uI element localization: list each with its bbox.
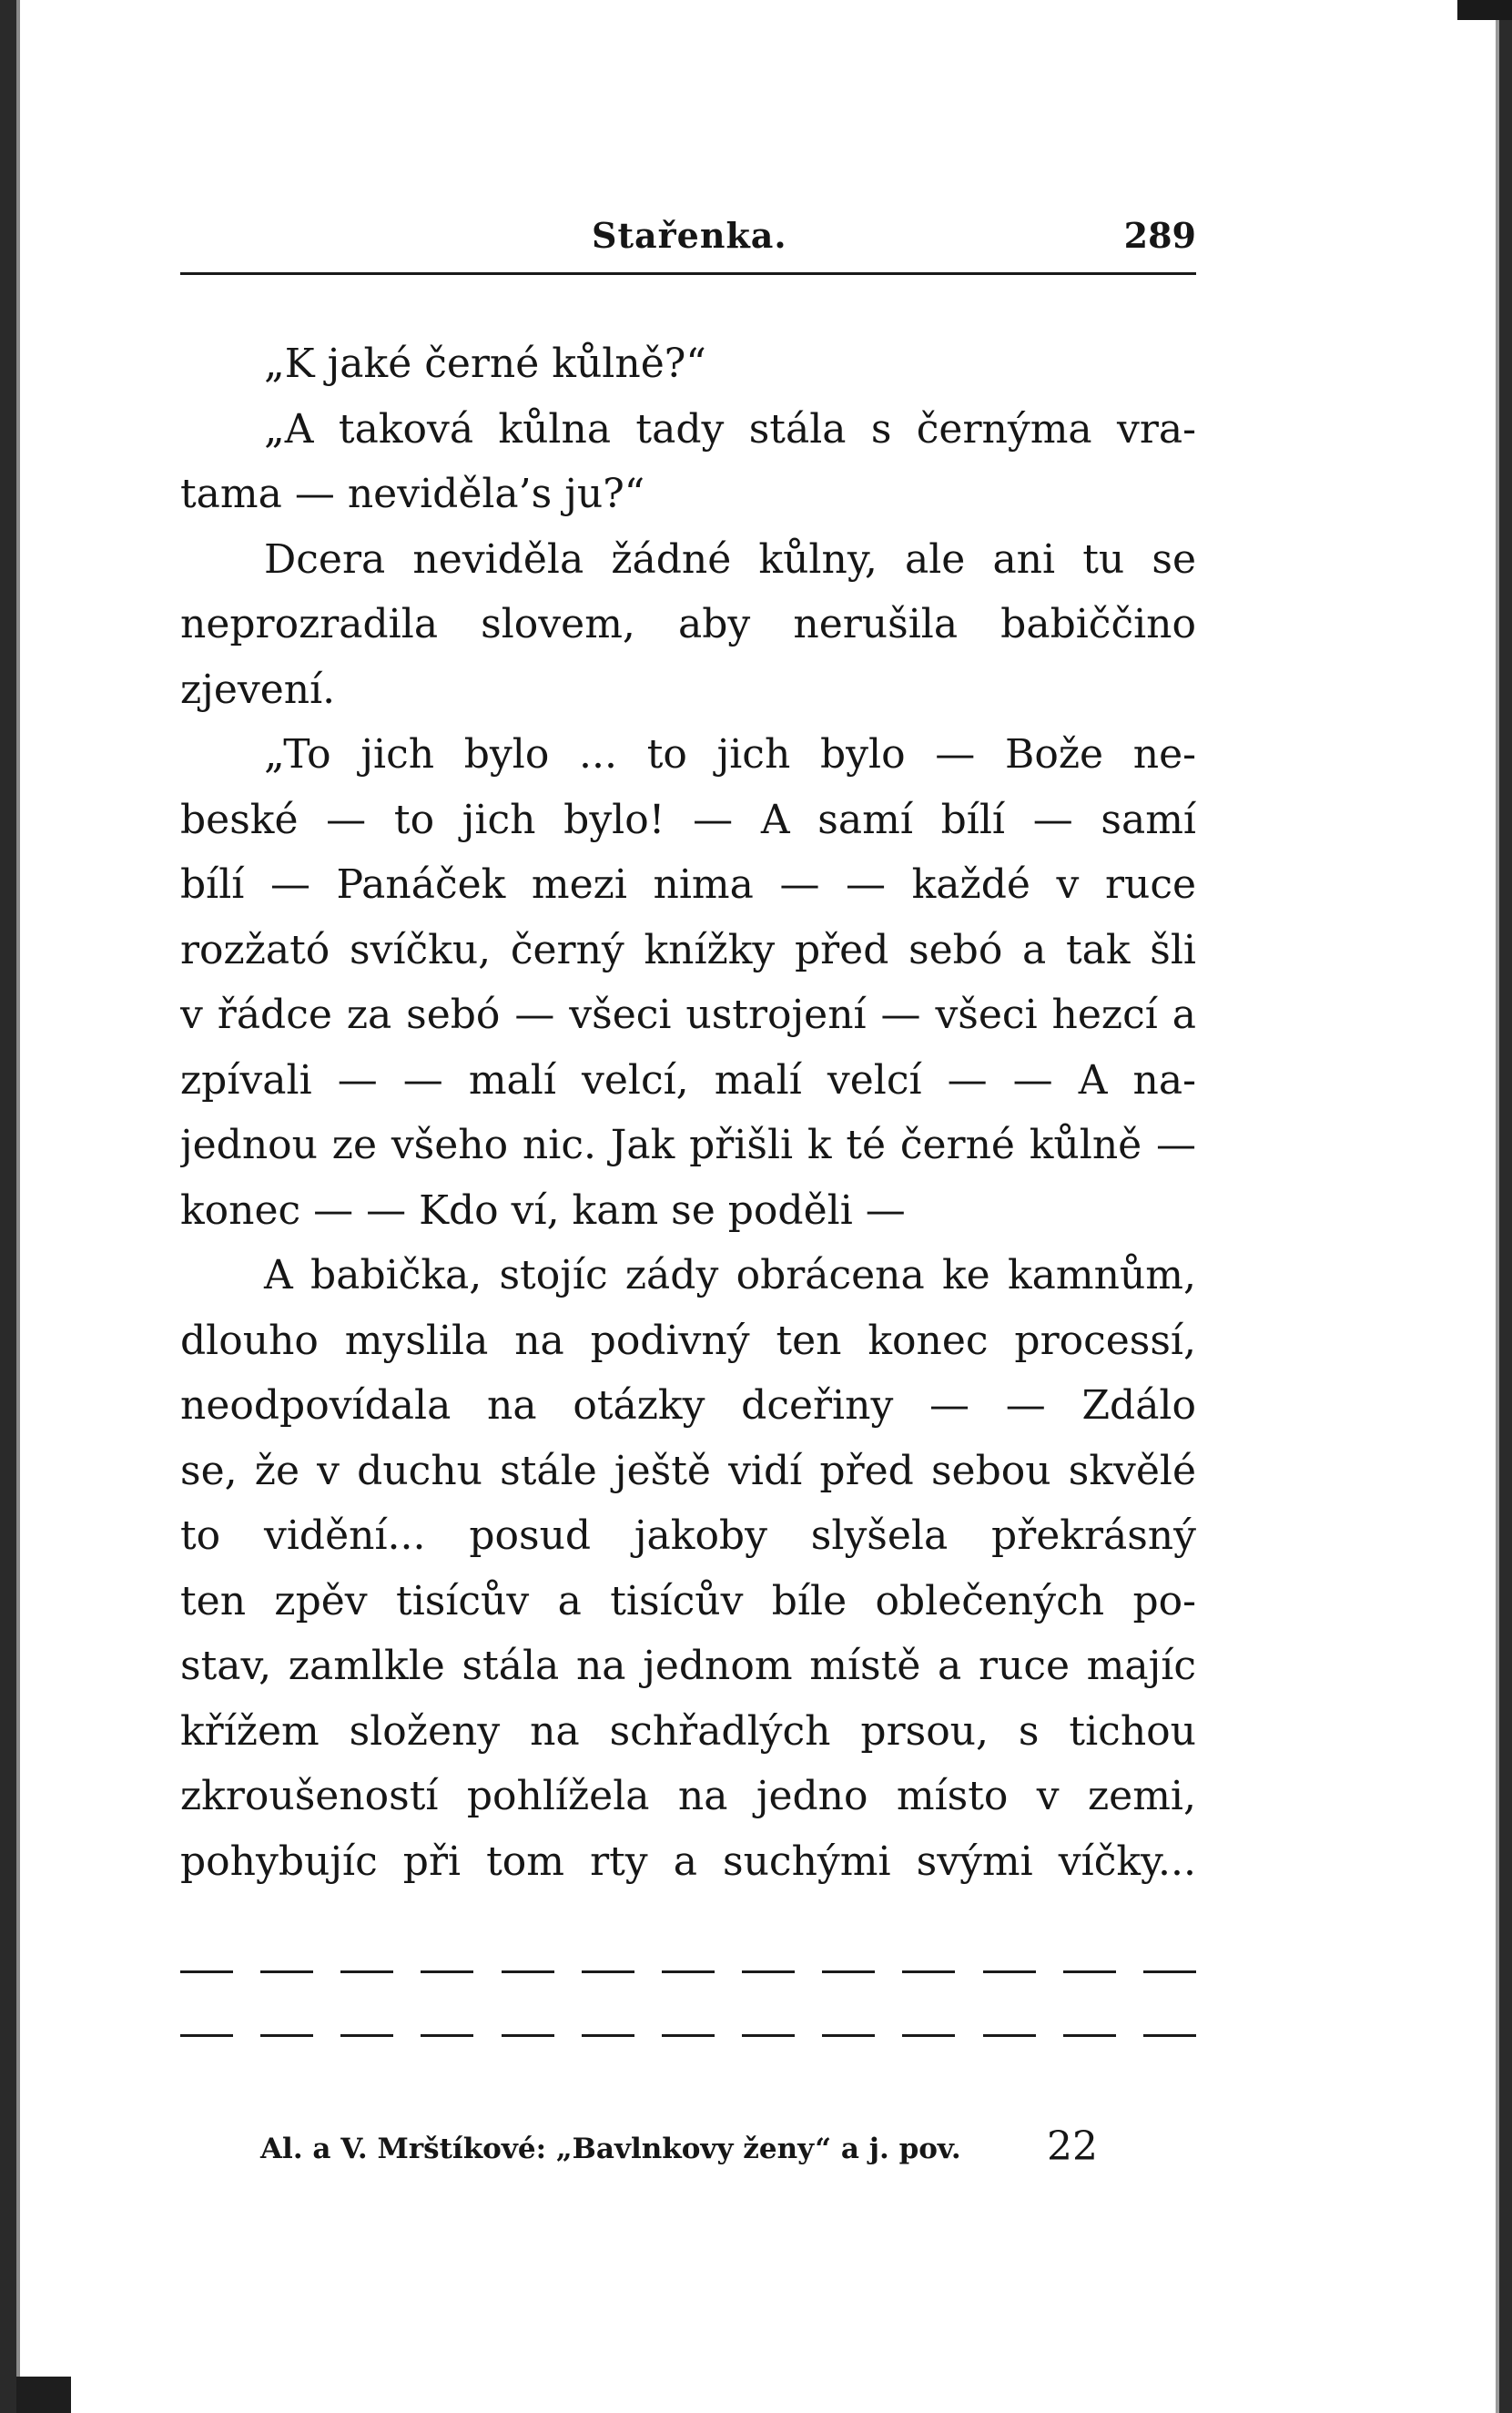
text-line: v řádce za sebó — všeci ustrojení — všeci hezcí a (180, 992, 1196, 1038)
section-dash-rows (180, 1940, 1196, 2067)
text-line: rozžató svíčku, černý knížky před sebó a tak šli (180, 926, 1196, 973)
text-line: pohybujíc při tom rty a suchými svými víčky... (180, 1838, 1196, 1885)
text-line: to vidění... posud jakoby slyšela překrásný (180, 1512, 1196, 1559)
scan-edge-left (0, 0, 16, 2413)
scan-edge-top-right (1457, 0, 1512, 20)
text-line: zpívali — — malí velcí, malí velcí — — A na- (180, 1056, 1196, 1104)
page-footer (260, 2122, 1098, 2176)
text-line: ten zpěv tisícův a tisícův bíle oblečených po- (180, 1577, 1196, 1624)
dash-row (180, 1940, 1196, 2003)
running-title: Stařenka. (592, 215, 787, 256)
text-line: A babička, stojíc zády obrácena ke kamnům, (264, 1252, 1196, 1298)
text-line: „A taková kůlna tady stála s černýma vra- (264, 405, 1196, 453)
dash-row (180, 2003, 1196, 2067)
sheet-number: 22 (1047, 2123, 1098, 2170)
page-header (180, 208, 1196, 271)
text-line: „To jich bylo ... to jich bylo — Bože ne- (264, 731, 1196, 778)
text-line: tama — neviděla’s ju?“ (180, 471, 645, 517)
scan-edge-bottom-left (16, 2377, 71, 2413)
text-line: neprozradila slovem, aby nerušila babiččino (180, 601, 1196, 647)
scan-edge-left-shadow (16, 0, 20, 2413)
text-line: se, že v duchu stále ještě vidí před sebou skvělé (180, 1447, 1196, 1494)
text-line: bílí — Panáček mezi nima — — každé v ruce (180, 861, 1196, 908)
text-line: Dcera neviděla žádné kůlny, ale ani tu se (264, 535, 1196, 583)
body-text (180, 331, 1196, 1894)
header-rule (180, 272, 1196, 275)
page-number: 289 (1123, 215, 1196, 256)
text-line: křížem složeny na schřadlých prsou, s tichou (180, 1707, 1196, 1755)
text-line: „K jaké černé kůlně?“ (264, 341, 706, 387)
text-line: jednou ze všeho nic. Jak přišli k té černé kůlně — (180, 1122, 1196, 1168)
text-line: beské — to jich bylo! — A samí bílí — samí (180, 796, 1196, 843)
text-line: zjevení. (180, 666, 336, 713)
scan-edge-right-shadow (1496, 0, 1499, 2413)
scan-edge-right (1499, 0, 1512, 2413)
signature-line: Al. a V. Mrštíkové: „Bavlnkovy ženy“ a j. pov. (260, 2133, 961, 2165)
text-line: konec — — Kdo ví, kam se poděli — (180, 1186, 906, 1234)
text-line: stav, zamlkle stála na jednom místě a ruce majíc (180, 1643, 1196, 1689)
text-line: zkroušeností pohlížela na jedno místo v zemi, (180, 1773, 1196, 1819)
text-line: dlouho myslila na podivný ten konec processí, (180, 1317, 1196, 1364)
text-line: neodpovídala na otázky dceřiny — — Zdálo (180, 1382, 1196, 1429)
